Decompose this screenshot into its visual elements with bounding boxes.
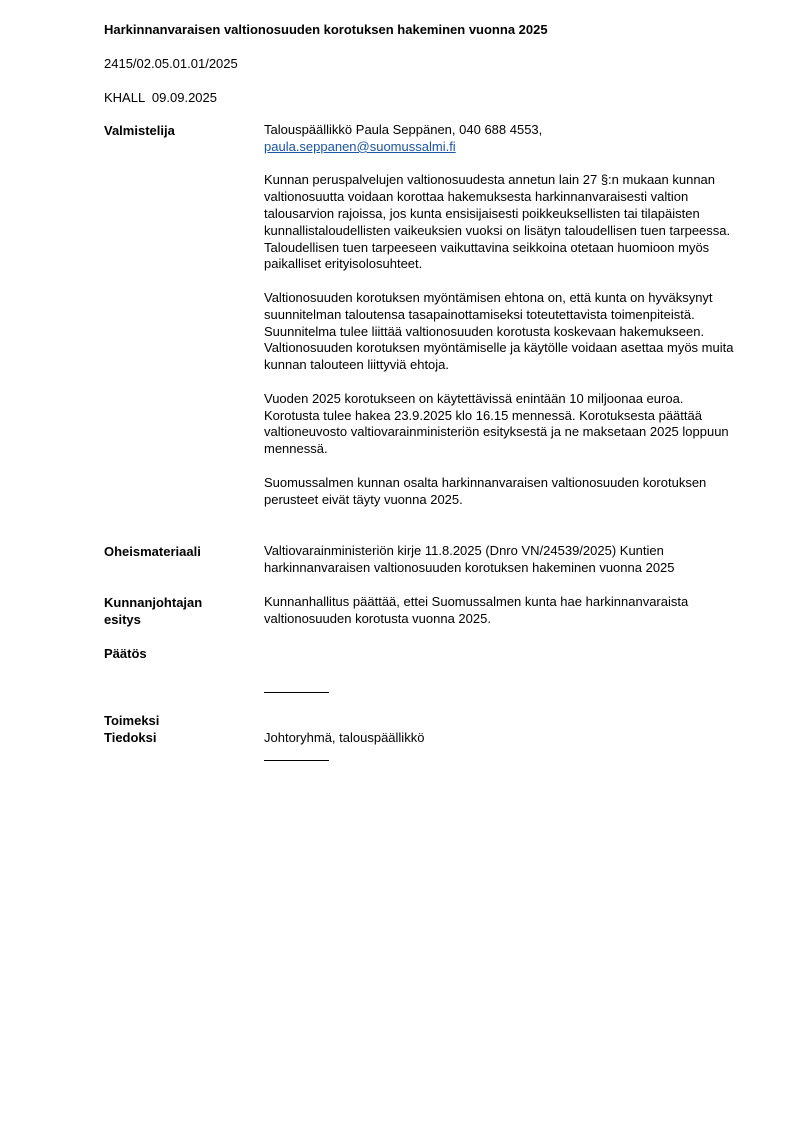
meeting-info: KHALL 09.09.2025	[104, 90, 217, 105]
reference-number: 2415/02.05.01.01/2025	[104, 56, 238, 71]
preparer-contact: Talouspäällikkö Paula Seppänen, 040 688 4553,	[264, 122, 543, 137]
paragraph-funding: Vuoden 2025 korotukseen on käytettävissä enintään 10 miljoonaa euroa. Korotusta tulee hakea 23.9.2025 klo 16.15 mennessä. Korotuksesta päättää valtioneuvosto valtiovarainministeriön esityksestä ja ne maksetaan 2025 loppuun mennessä.	[264, 390, 729, 457]
tiedoksi-divider	[264, 760, 329, 761]
document-title: Harkinnanvaraisen valtionosuuden korotuksen hakeminen vuonna 2025	[104, 22, 548, 37]
esitys-text: Kunnanhallitus päättää, ettei Suomussalmen kunta hae harkinnanvaraista valtionosuuden korotusta vuonna 2025.	[264, 594, 689, 626]
oheismateriaali-label: Oheismateriaali	[104, 544, 201, 559]
paatos-divider	[264, 692, 329, 693]
esitys-label-line1: Kunnanjohtajan	[104, 595, 203, 610]
paragraph-conditions: Valtionosuuden korotuksen myöntämisen ehtona on, että kunta on hyväksynyt suunnitelman taloutensa tasapainottamiseksi toteutettavista toimenpiteistä. Suunnitelma tulee liittää valtionosuuden korotusta koskevaan hakemukseen. Valtionosuuden korotuksen myöntämiselle ja käytölle voidaan asettaa myös muita kunnan talouteen liittyviä ehtoja.	[264, 289, 734, 373]
paatos-label: Päätös	[104, 646, 147, 661]
valmistelija-label: Valmistelija	[104, 123, 175, 138]
esitys-label-line2: esitys	[104, 612, 141, 627]
oheismateriaali-text: Valtiovarainministeriön kirje 11.8.2025 (Dnro VN/24539/2025) Kuntien harkinnanvaraisen valtionosuuden korotuksen hakeminen vuonna 2025	[264, 543, 675, 575]
preparer-email-link[interactable]: paula.seppanen@suomussalmi.fi	[264, 138, 456, 154]
valmistelija-content	[264, 122, 734, 525]
esitys-label	[104, 594, 254, 628]
tiedoksi-text: Johtoryhmä, talouspäällikkö	[264, 730, 425, 745]
paragraph-legal-basis: Kunnan peruspalvelujen valtionosuudesta annetun lain 27 §:n mukaan kunnan valtionosuutta voidaan korottaa hakemuksesta harkinnanvaraisesti valtion talousarvion rajoissa, jos kunta ensisijaisesti poikkeuksellisten tai tilapäisten kunnallistaloudellisten vaikeuksien vuoksi on lisätyn taloudellisen tuen tarpeessa. Taloudellisen tuen tarpeeseen vaikuttavina seikkoina otetaan huomioon myös paikalliset erityisolosuhteet.	[264, 172, 731, 272]
toimeksi-label: Toimeksi	[104, 713, 160, 728]
paragraph-conclusion: Suomussalmen kunnan osalta harkinnanvaraisen valtionosuuden korotuksen perusteet eivät täyty vuonna 2025.	[264, 474, 707, 507]
tiedoksi-label: Tiedoksi	[104, 730, 157, 745]
